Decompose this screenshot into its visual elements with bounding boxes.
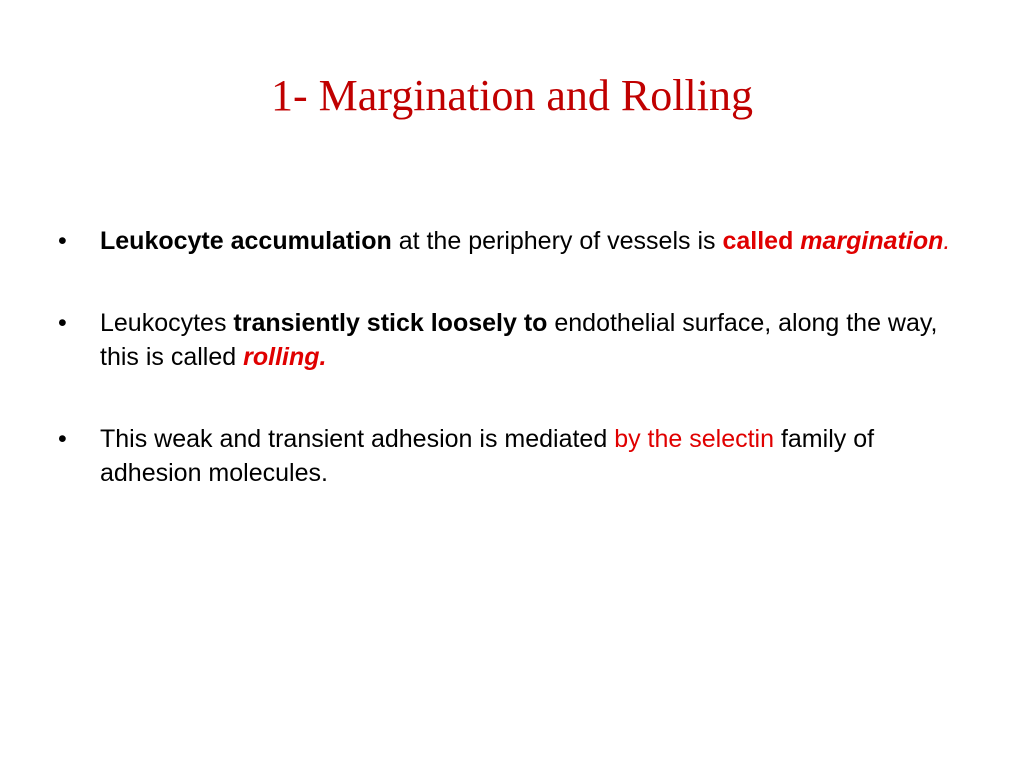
bullet-item <box>58 224 958 258</box>
bullet-item <box>58 422 958 490</box>
bullet-list <box>58 224 958 538</box>
bullet-text-highlight: by the selectin <box>614 425 775 453</box>
bullet-text: Leukocytes <box>100 309 234 337</box>
bullet-text: endothelial surface, along the way, this is called <box>100 309 938 371</box>
bullet-text-highlight: rolling. <box>243 343 327 371</box>
slide-title: 1- Margination and Rolling <box>271 71 753 120</box>
bullet-text: This weak and transient adhesion is mediated <box>100 425 615 453</box>
bullet-text: family of adhesion molecules. <box>100 425 875 487</box>
bullet-icon: • <box>58 425 67 453</box>
bullet-text-bold: Leukocyte accumulation <box>100 227 392 255</box>
bullet-icon: • <box>58 227 67 255</box>
bullet-icon: • <box>58 309 67 337</box>
bullet-text: at the periphery of vessels is <box>391 227 723 255</box>
bullet-item <box>58 306 958 374</box>
bullet-text-period: . <box>943 227 951 255</box>
bullet-text-highlight: margination <box>800 227 944 255</box>
bullet-text-bold: transiently stick loosely to <box>233 309 548 337</box>
bullet-text-highlight: called <box>722 227 794 255</box>
